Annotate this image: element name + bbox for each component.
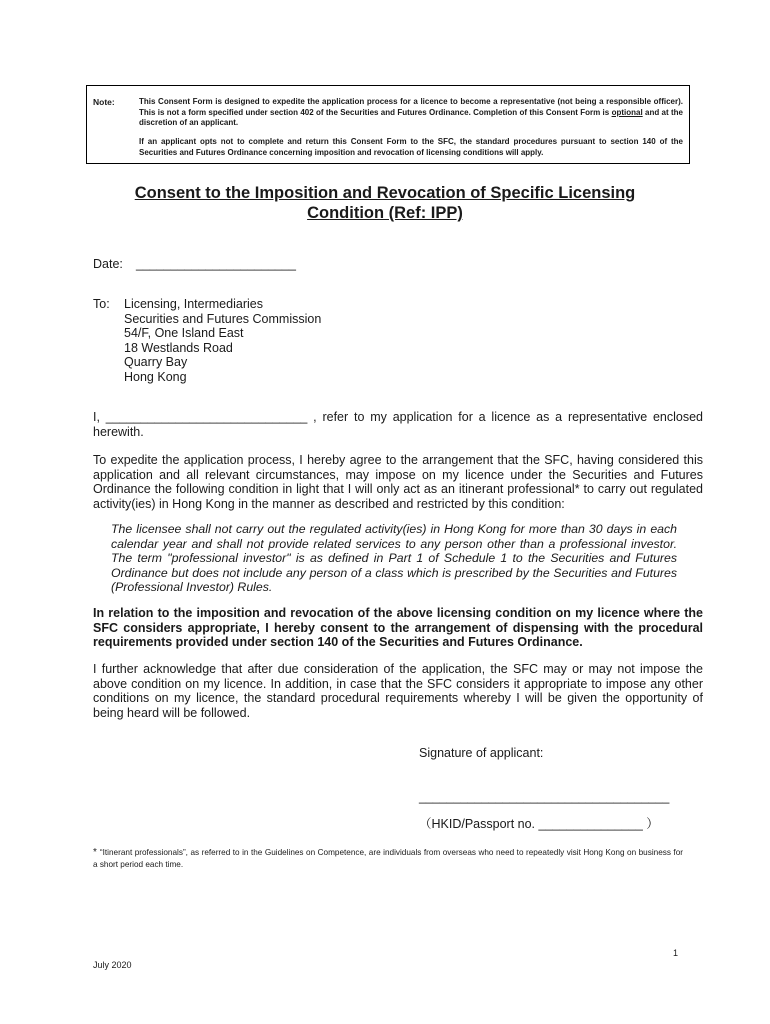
note-optional-word: optional (611, 107, 643, 117)
address-line: Licensing, Intermediaries (124, 297, 263, 311)
address-line: 18 Westlands Road (124, 340, 233, 355)
title-line-1: Consent to the Imposition and Revocation of Specific Licensing (134, 184, 636, 202)
date-field[interactable]: _______________________ (136, 257, 296, 271)
footnote-marker: * (93, 847, 97, 858)
date-label: Date: (93, 257, 123, 271)
to-label: To: (93, 297, 110, 311)
address-line: 54/F, One Island East (124, 326, 244, 340)
expedite-paragraph: To expedite the application process, I hereby agree to the arrangement that the SFC, having considered this application and all relevant circumstances, may impose on my licence under the Securities and Futures Ordinance the following condition in light that I will only act as an itinerant professional* to carry out regulated activity(ies) in Hong Kong in the manner as described and restricted by this condition: (93, 453, 703, 511)
condition-paragraph: The licensee shall not carry out the regulated activity(ies) in Hong Kong for more than 30 days in each calendar year and shall not provide related services to any person other than a professional investor. The term "professional investor" is as defined in Part 1 of Schedule 1 to the Securities and Futures Ordinance but does not include any person of a class which is prescribed by the Securities and Futures (Professional Investor) Rules. (111, 522, 677, 594)
address-line: Quarry Bay (124, 355, 188, 369)
footer-date: July 2020 (93, 960, 132, 970)
signature-label: Signature of applicant: (419, 746, 544, 760)
page-number: 1 (673, 948, 679, 958)
page-title (95, 183, 675, 223)
title-line-2: Condition (Ref: IPP) (307, 204, 463, 222)
address-block (124, 297, 321, 384)
consent-paragraph: In relation to the imposition and revocation of the above licensing condition on my licence where the SFC considers appropriate, I hereby consent to the arrangement of dispensing with the procedural requirements provided under section 140 of the Securities and Futures Ordinance. (93, 606, 703, 649)
applicant-name-paragraph[interactable]: I, _____________________________ , refer to my application for a licence as a representative enclosed herewith. (93, 410, 703, 439)
note-label: Note: (93, 97, 115, 107)
hkid-passport-field[interactable]: （HKID/Passport no. _______________ ） (419, 817, 659, 831)
address-line: Hong Kong (124, 369, 187, 384)
footnote-text: “Itinerant professionals”, as referred to in the Guidelines on Competence, are individuals from overseas who need to repeatedly visit Hong Kong on business for a short period each time. (93, 848, 683, 869)
acknowledge-paragraph: I further acknowledge that after due consideration of the application, the SFC may or may not impose the above condition on my licence. In addition, in case that the SFC considers it appropriate to impose any other conditions on my licence, the standard procedural requirements whereby I will be given the opportunity of being heard will be followed. (93, 662, 703, 720)
signature-field[interactable]: ____________________________________ (419, 790, 670, 804)
footnote (93, 847, 683, 871)
note-paragraph-1: This Consent Form is designed to expedite the application process for a licence to become a representative (not being a responsible officer). This is not a form specified under section 402 of the Securities and Futures Ordinance. Completion of this Consent Form is optional and at the discretion of an applicant. (139, 97, 683, 127)
note-paragraph-2: If an applicant opts not to complete and return this Consent Form to the SFC, the standard procedures pursuant to section 140 of the Securities and Futures Ordinance concerning imposition and revocation of licensing conditions will apply. (139, 137, 683, 157)
address-line: Securities and Futures Commission (124, 311, 322, 326)
